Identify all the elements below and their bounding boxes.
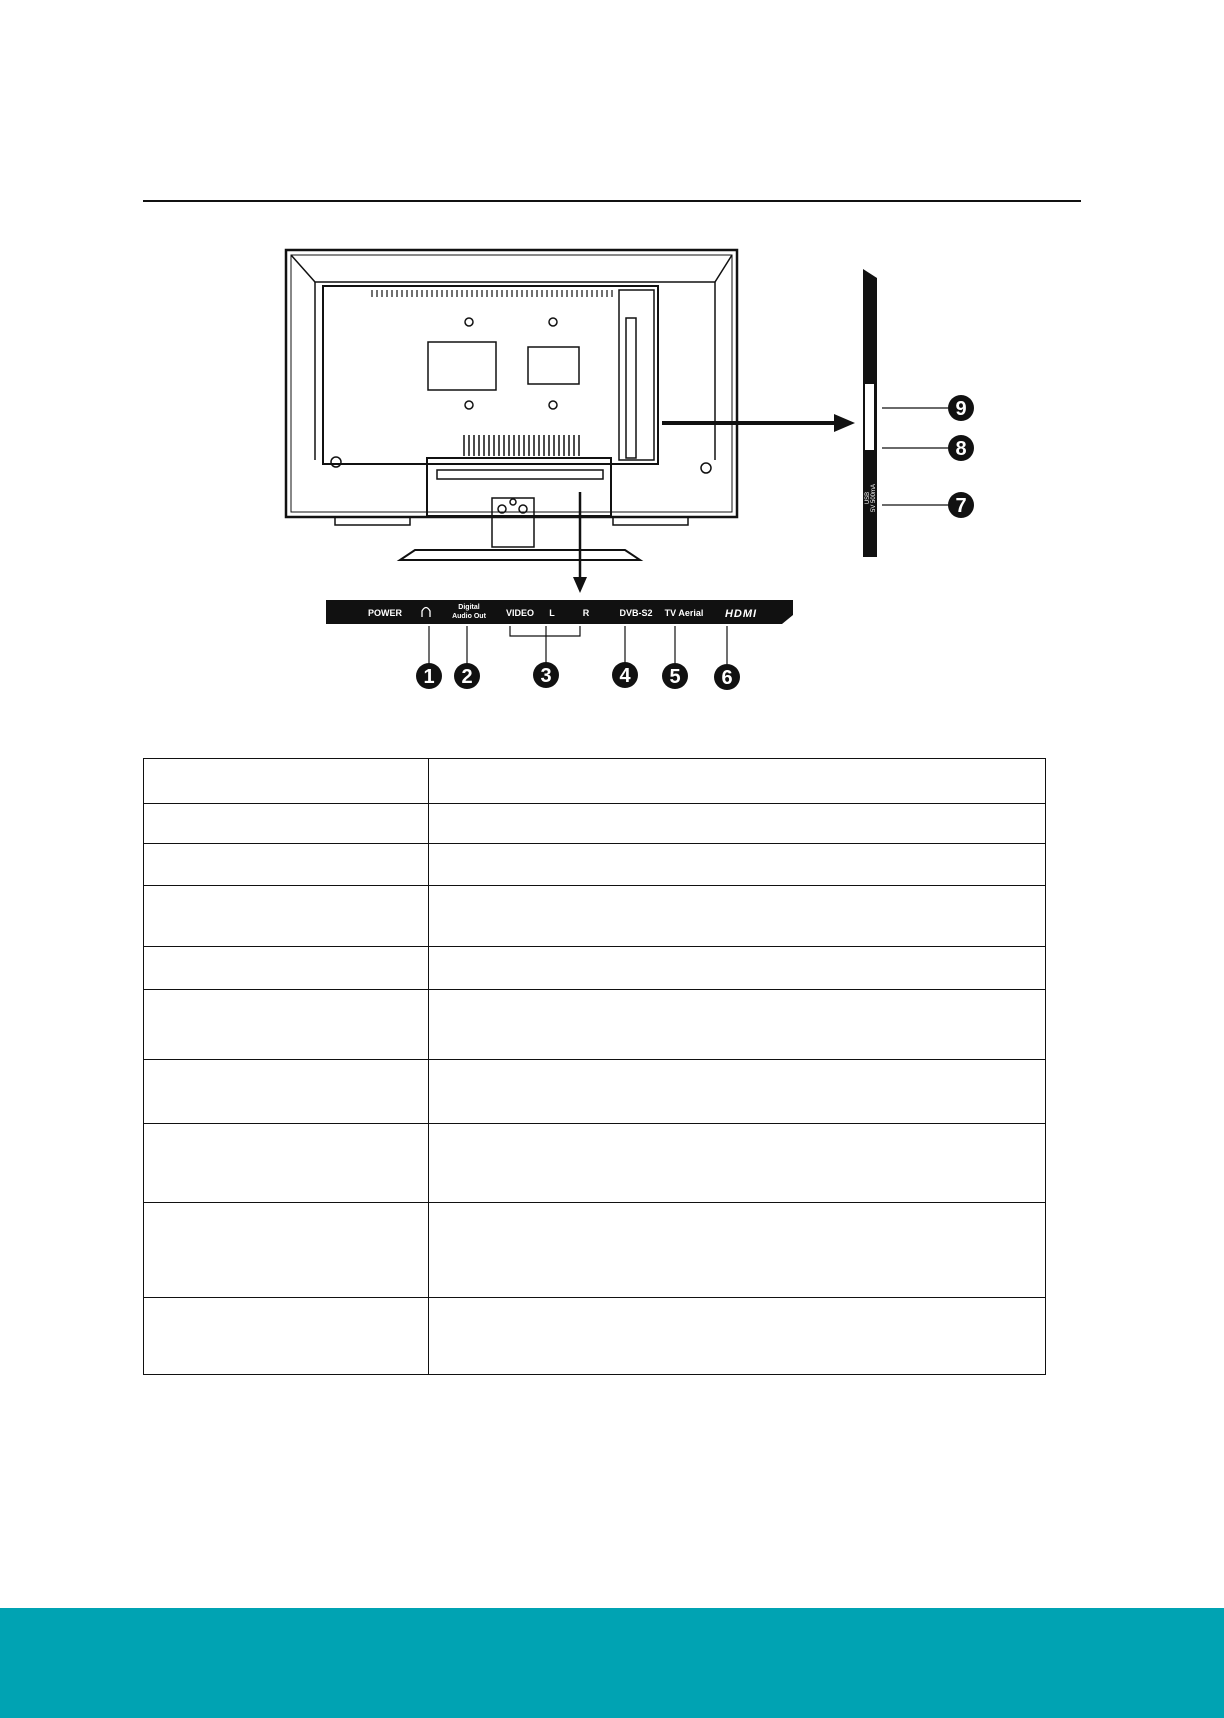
table-cell (429, 1060, 1046, 1124)
side-leader-lines (882, 408, 948, 505)
table-cell (144, 1203, 429, 1298)
callout-9 (948, 395, 974, 421)
svg-text:9: 9 (955, 398, 967, 420)
table-row (144, 804, 1046, 844)
connections-table (143, 758, 1046, 1375)
table-cell (429, 1298, 1046, 1375)
table-row (144, 990, 1046, 1060)
dvb-s2-label: DVB-S2 (619, 608, 653, 618)
usb-rating-label: 5V 500mA (871, 483, 877, 513)
callout-5 (662, 663, 688, 689)
footer-band (0, 1608, 1224, 1718)
table-cell (144, 1060, 429, 1124)
table-cell (144, 1124, 429, 1203)
table-cell (144, 990, 429, 1060)
table-row (144, 1203, 1046, 1298)
table-row (144, 1298, 1046, 1375)
table-row (144, 759, 1046, 804)
table-cell (144, 1298, 429, 1375)
table-cell (429, 886, 1046, 947)
table-cell (429, 1203, 1046, 1298)
digital-audio-out-label-line2: Audio Out (452, 613, 486, 620)
table-cell (144, 886, 429, 947)
callout-4 (612, 662, 638, 688)
bottom-connection-panel (326, 600, 793, 624)
table-row (144, 947, 1046, 990)
table-row (144, 1060, 1046, 1124)
svg-text:6: 6 (721, 667, 733, 689)
tv-rear-connections-diagram (0, 0, 1224, 720)
svg-text:3: 3 (540, 665, 552, 687)
svg-text:7: 7 (955, 495, 967, 517)
usb-label: USB (865, 491, 871, 505)
callout-1 (416, 663, 442, 689)
table-row (144, 1124, 1046, 1203)
svg-text:2: 2 (461, 666, 473, 688)
table-cell (144, 844, 429, 886)
power-label: POWER (367, 608, 403, 618)
tv-rear-body (286, 250, 737, 560)
table-row (144, 844, 1046, 886)
callout-7 (948, 492, 974, 518)
table-cell (144, 759, 429, 804)
callout-8 (948, 435, 974, 461)
arrow-to-bottom-panel (573, 492, 587, 593)
callout-6 (714, 664, 740, 690)
arrow-to-side-panel (662, 414, 855, 432)
digital-audio-out-label-line1: Digital (458, 604, 480, 611)
tv-aerial-label: TV Aerial (664, 608, 704, 618)
table-cell (429, 759, 1046, 804)
svg-text:5: 5 (669, 666, 681, 688)
table-cell (429, 804, 1046, 844)
callout-2 (454, 663, 480, 689)
table-cell (429, 947, 1046, 990)
callout-3 (533, 662, 559, 688)
audio-r-label: R (582, 608, 590, 618)
audio-l-label: L (549, 608, 555, 618)
table-cell (429, 1124, 1046, 1203)
bottom-leader-lines (429, 626, 727, 664)
lower-vent (464, 435, 579, 456)
svg-text:1: 1 (423, 666, 435, 688)
table-row (144, 886, 1046, 947)
table-cell (429, 844, 1046, 886)
hdmi-logo: HDMI (724, 608, 758, 620)
side-connection-panel (863, 269, 877, 557)
table-cell (429, 990, 1046, 1060)
svg-text:8: 8 (955, 438, 967, 460)
table-cell (144, 947, 429, 990)
video-label: VIDEO (505, 608, 535, 618)
svg-text:4: 4 (619, 665, 631, 687)
top-vent (372, 290, 612, 297)
table-cell (144, 804, 429, 844)
